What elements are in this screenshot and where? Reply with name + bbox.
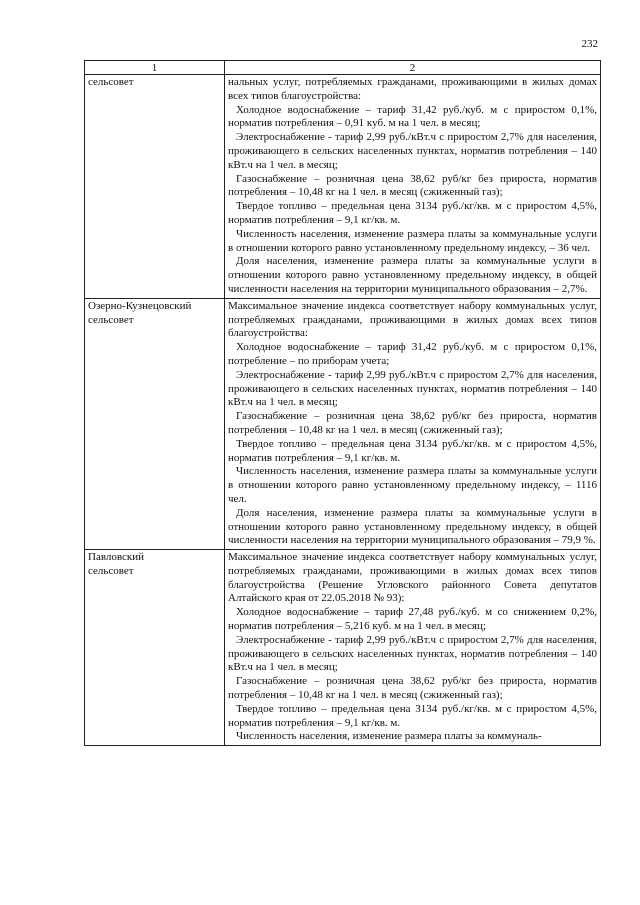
description-paragraph: Твердое топливо – предельная цена 3134 руб./кг/кв. м с приростом 4,5%, норматив потребления – 9,1 кг/кв. м. — [228, 437, 597, 464]
description-paragraph: Численность населения, изменение размера платы за коммунальные услуги в отношении которого равно установленному предельному индексу, – 1116 чел. — [228, 465, 597, 505]
column-header-2: 2 — [225, 61, 601, 75]
index-description-cell — [225, 75, 601, 299]
table-header-row — [85, 61, 601, 75]
index-description-cell — [225, 298, 601, 549]
table-row — [85, 550, 601, 746]
municipality-name-line: сельсовет — [88, 313, 134, 326]
description-paragraph: Холодное водоснабжение – тариф 27,48 руб./куб. м со снижением 0,2%, норматив потребления – 5,216 куб. м на 1 чел. в месяц; — [228, 606, 597, 633]
municipality-name-cell — [85, 298, 225, 549]
description-paragraph: нальных услуг, потребляемых гражданами, проживающими в жилых домах всех типов благоустройства: — [228, 76, 597, 102]
description-paragraph: Твердое топливо – предельная цена 3134 руб./кг/кв. м с приростом 4,5%, норматив потребления – 9,1 кг/кв. м. — [228, 702, 597, 729]
municipality-name-cell — [85, 75, 225, 299]
index-description-cell — [225, 550, 601, 746]
description-paragraph: Доля населения, изменение размера платы за коммунальные услуги в отношении которого равно установленному предельному индексу, в общей численности населения на территории муниципального образования – 79,9 %. — [228, 506, 597, 547]
description-paragraph: Холодное водоснабжение – тариф 31,42 руб./куб. м с приростом 0,1%, потребление – по приборам учета; — [228, 341, 597, 367]
municipality-name-cell — [85, 550, 225, 746]
description-paragraph: Максимальное значение индекса соответствует набору коммунальных услуг, потребляемых гражданами, проживающими в жилых домах всех типов благоустройства (Решение Угловского районного Совета депутатов Алтайского края от 22.05.2018 № 93): — [228, 551, 597, 605]
municipality-name-line: сельсовет — [88, 76, 134, 88]
description-paragraph: Электроснабжение - тариф 2,99 руб./кВт.ч с приростом 2,7% для населения, проживающего в сельских населенных пунктах, норматив потребления – 140 кВт.ч на 1 чел. в месяц; — [228, 633, 597, 674]
description-paragraph: Газоснабжение – розничная цена 38,62 руб/кг без прироста, норматив потребления – 10,48 кг на 1 чел. в месяц (сжиженный газ); — [228, 172, 597, 199]
municipality-name-line: Озерно-Кузнецовский — [88, 299, 192, 312]
tariff-table — [84, 60, 601, 746]
description-paragraph: Доля населения, изменение размера платы за коммунальные услуги в отношении которого равно установленному предельному индексу, в общей численности населения на территории муниципального образования – 2,7%. — [228, 255, 597, 295]
description-paragraph: Электроснабжение - тариф 2,99 руб./кВт.ч с приростом 2,7% для населения, проживающего в сельских населенных пунктах, норматив потребления – 140 кВт.ч на 1 чел. в месяц; — [228, 131, 597, 171]
description-paragraph: Электроснабжение - тариф 2,99 руб./кВт.ч с приростом 2,7% для населения, проживающего в сельских населенных пунктах, норматив потребления – 140 кВт.ч на 1 чел. в месяц; — [228, 368, 597, 409]
column-header-1: 1 — [85, 61, 225, 75]
description-paragraph: Численность населения, изменение размера платы за коммуналь- — [236, 730, 542, 743]
page-number: 232 — [581, 38, 598, 50]
description-paragraph: Твердое топливо – предельная цена 3134 руб./кг/кв. м с приростом 4,5%, норматив потребления – 9,1 кг/кв. м. — [228, 200, 597, 226]
description-paragraph: Газоснабжение – розничная цена 38,62 руб/кг без прироста, норматив потребления – 10,48 кг на 1 чел. в месяц (сжиженный газ); — [228, 675, 597, 702]
table-row — [85, 75, 601, 299]
municipality-name-line: сельсовет — [88, 564, 134, 577]
description-paragraph: Газоснабжение – розничная цена 38,62 руб/кг без прироста, норматив потребления – 10,48 кг на 1 чел. в месяц (сжиженный газ); — [228, 410, 597, 436]
municipality-name-line: Павловский — [88, 551, 144, 564]
description-paragraph: Холодное водоснабжение – тариф 31,42 руб./куб. м с приростом 0,1%, норматив потребления – 0,91 куб. м на 1 чел. в месяц; — [228, 103, 597, 130]
description-paragraph: Численность населения, изменение размера платы за коммунальные услуги в отношении которого равно установленному предельному индексу, – 36 чел. — [228, 227, 597, 254]
description-paragraph: Максимальное значение индекса соответствует набору коммунальных услуг, потребляемых гражданами, проживающими в жилых домах всех типов благоустройства: — [228, 299, 597, 340]
table-row — [85, 298, 601, 549]
